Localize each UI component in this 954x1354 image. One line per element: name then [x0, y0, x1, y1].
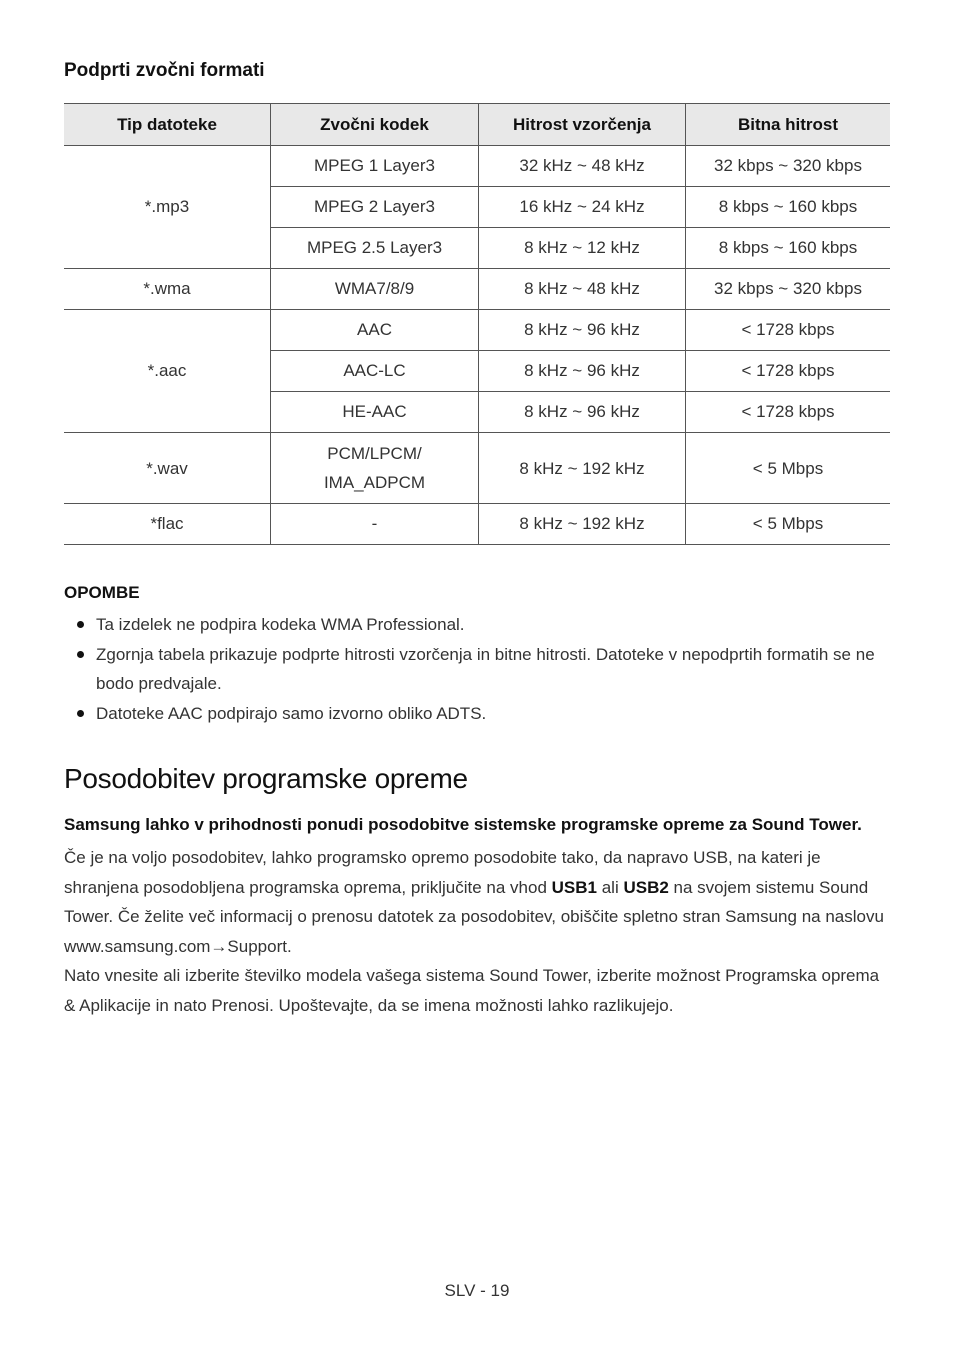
- bitrate-cell: < 1728 kbps: [686, 392, 891, 433]
- text-span: Če je na voljo posodobitev, lahko programsko opremo posodobite tako, da napravo USB, na kateri je shranjena posodobljena programska oprema, priključite na vhod: [64, 848, 821, 897]
- body-text: [64, 843, 890, 1020]
- sample-rate-cell: 32 kHz ~ 48 kHz: [479, 146, 686, 187]
- table-header-row: [64, 104, 890, 146]
- table-row: [64, 146, 890, 187]
- table-row: [64, 504, 890, 545]
- file-type-cell: *flac: [64, 504, 271, 545]
- sample-rate-cell: 8 kHz ~ 96 kHz: [479, 351, 686, 392]
- header-file-type: Tip datoteke: [64, 104, 271, 146]
- header-bitrate: Bitna hitrost: [686, 104, 891, 146]
- list-item: Zgornja tabela prikazuje podprte hitrosti vzorčenja in bitne hitrosti. Datoteke v nepodprtih formatih se ne bodo predvajale.: [64, 640, 890, 699]
- paragraph: [64, 843, 890, 961]
- audio-formats-table: [64, 103, 890, 545]
- list-item: Ta izdelek ne podpira kodeka WMA Professional.: [64, 610, 890, 640]
- sample-rate-cell: 8 kHz ~ 12 kHz: [479, 228, 686, 269]
- text-span: na svojem sistemu Sound Tower. Če želite več informacij o prenosu datotek za posodobitev, obiščite spletno stran Samsung na naslovu www.samsung.com→Support.: [64, 877, 884, 956]
- codec-cell: AAC-LC: [271, 351, 479, 392]
- paragraph: Nato vnesite ali izberite številko modela vašega sistema Sound Tower, izberite možnost Programska oprema & Aplikacije in nato Prenosi. Upoštevajte, da se imena možnosti lahko razlikujejo.: [64, 966, 880, 1015]
- bitrate-cell: 8 kbps ~ 160 kbps: [686, 228, 891, 269]
- file-type-cell: *.aac: [64, 310, 271, 433]
- codec-line: PCM/LPCM/: [327, 444, 422, 463]
- sample-rate-cell: 8 kHz ~ 48 kHz: [479, 269, 686, 310]
- bitrate-cell: 32 kbps ~ 320 kbps: [686, 146, 891, 187]
- bitrate-cell: < 5 Mbps: [686, 504, 891, 545]
- codec-cell: -: [271, 504, 479, 545]
- codec-cell: MPEG 1 Layer3: [271, 146, 479, 187]
- sample-rate-cell: 8 kHz ~ 96 kHz: [479, 392, 686, 433]
- table-row: [64, 433, 890, 504]
- codec-cell: MPEG 2.5 Layer3: [271, 228, 479, 269]
- list-item: Datoteke AAC podpirajo samo izvorno obliko ADTS.: [64, 699, 890, 729]
- text-span: ali: [596, 877, 624, 897]
- bitrate-cell: < 5 Mbps: [686, 433, 891, 504]
- codec-cell: WMA7/8/9: [271, 269, 479, 310]
- codec-cell: MPEG 2 Layer3: [271, 187, 479, 228]
- bitrate-cell: < 1728 kbps: [686, 310, 891, 351]
- notes-title: OPOMBE: [64, 583, 140, 602]
- file-type-cell: *.mp3: [64, 146, 271, 269]
- notes-list: [64, 610, 890, 728]
- lead-paragraph: Samsung lahko v prihodnosti ponudi posodobitve sistemske programske opreme za Sound Tower.: [64, 815, 862, 834]
- codec-cell: [271, 433, 479, 504]
- bitrate-cell: 32 kbps ~ 320 kbps: [686, 269, 891, 310]
- header-sample-rate: Hitrost vzorčenja: [479, 104, 686, 146]
- section-title: Podprti zvočni formati: [64, 60, 265, 81]
- usb2-label: USB2: [623, 877, 669, 897]
- bitrate-cell: < 1728 kbps: [686, 351, 891, 392]
- usb1-label: USB1: [551, 877, 597, 897]
- page-number: SLV - 19: [444, 1281, 510, 1300]
- sample-rate-cell: 8 kHz ~ 192 kHz: [479, 433, 686, 504]
- sample-rate-cell: 8 kHz ~ 96 kHz: [479, 310, 686, 351]
- table-row: [64, 310, 890, 351]
- codec-cell: AAC: [271, 310, 479, 351]
- sample-rate-cell: 16 kHz ~ 24 kHz: [479, 187, 686, 228]
- file-type-cell: *.wma: [64, 269, 271, 310]
- sample-rate-cell: 8 kHz ~ 192 kHz: [479, 504, 686, 545]
- page-title: Posodobitev programske opreme: [64, 763, 468, 794]
- header-codec: Zvočni kodek: [271, 104, 479, 146]
- codec-cell: HE-AAC: [271, 392, 479, 433]
- file-type-cell: *.wav: [64, 433, 271, 504]
- table-row: [64, 269, 890, 310]
- bitrate-cell: 8 kbps ~ 160 kbps: [686, 187, 891, 228]
- codec-line: IMA_ADPCM: [323, 473, 426, 492]
